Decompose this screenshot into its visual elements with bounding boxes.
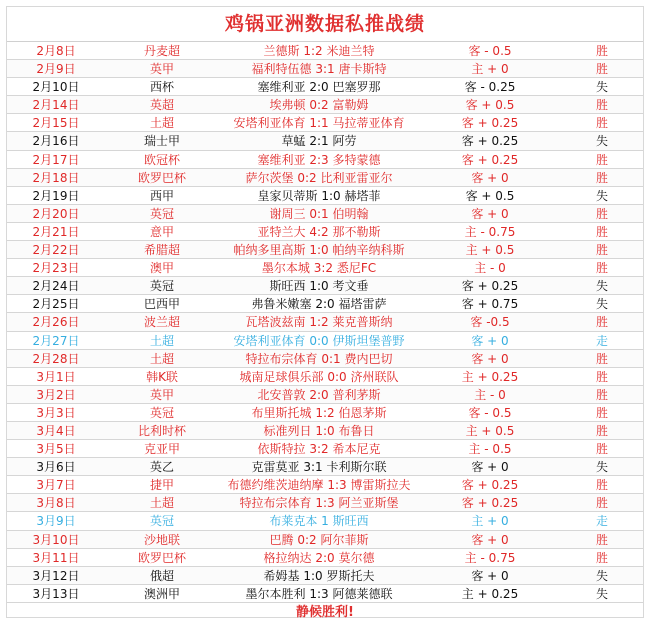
league-cell: 英乙 bbox=[149, 460, 174, 475]
table-row bbox=[7, 512, 643, 530]
handicap-cell: 主 + 0 bbox=[471, 62, 509, 77]
date-cell: 2月8日 bbox=[36, 44, 76, 58]
table-row bbox=[7, 350, 643, 368]
match-cell: 希姆基 1:0 罗斯托夫 bbox=[263, 568, 375, 583]
table-row bbox=[7, 187, 643, 205]
result-cell: 失 bbox=[595, 586, 608, 601]
date-cell: 3月6日 bbox=[36, 460, 76, 475]
table-row bbox=[7, 114, 643, 132]
match-cell: 兰德斯 1:2 米迪兰特 bbox=[263, 44, 375, 58]
handicap-cell: 主 + 0.25 bbox=[461, 369, 519, 384]
result-cell: 胜 bbox=[595, 387, 608, 402]
table-row bbox=[7, 422, 643, 440]
handicap-cell: 客 + 0 bbox=[471, 532, 509, 547]
result-cell: 失 bbox=[595, 80, 608, 95]
match-cell: 谢周三 0:1 伯明翰 bbox=[269, 206, 369, 221]
handicap-cell: 主 + 0.5 bbox=[465, 243, 515, 258]
result-cell: 胜 bbox=[595, 206, 608, 221]
table-row bbox=[7, 151, 643, 169]
league-cell: 西杯 bbox=[149, 80, 174, 95]
table-row bbox=[7, 96, 643, 114]
league-cell: 沙地联 bbox=[143, 532, 180, 547]
result-cell: 胜 bbox=[595, 98, 608, 113]
result-cell: 走 bbox=[595, 514, 608, 529]
table-row bbox=[7, 295, 643, 313]
date-cell: 3月8日 bbox=[36, 496, 76, 511]
match-cell: 依斯特拉 3:2 希本尼克 bbox=[257, 442, 381, 457]
record-sheet bbox=[6, 6, 644, 618]
match-cell: 瓦塔波兹南 1:2 莱克普斯纳 bbox=[245, 315, 393, 330]
league-cell: 希腊超 bbox=[143, 243, 180, 258]
table-row bbox=[7, 277, 643, 295]
league-cell: 土超 bbox=[149, 333, 174, 348]
result-cell: 胜 bbox=[595, 496, 608, 511]
table-row bbox=[7, 368, 643, 386]
result-cell: 失 bbox=[595, 134, 608, 149]
match-cell: 斯旺西 1:0 考文垂 bbox=[269, 279, 369, 294]
table-row bbox=[7, 205, 643, 223]
table-row bbox=[7, 440, 643, 458]
match-cell: 塞维利亚 2:3 多特蒙德 bbox=[257, 152, 381, 167]
date-cell: 2月27日 bbox=[32, 333, 80, 348]
table-row bbox=[7, 585, 643, 603]
table-row bbox=[7, 531, 643, 549]
match-cell: 巴腾 0:2 阿尔菲斯 bbox=[269, 532, 369, 547]
date-cell: 3月11日 bbox=[32, 550, 80, 565]
result-cell: 胜 bbox=[595, 532, 608, 547]
date-cell: 2月26日 bbox=[32, 315, 80, 330]
result-cell: 胜 bbox=[595, 224, 608, 239]
league-cell: 澳洲甲 bbox=[143, 586, 180, 601]
handicap-cell: 主 - 0 bbox=[474, 261, 506, 276]
date-cell: 3月1日 bbox=[36, 369, 76, 384]
handicap-cell: 客 + 0.25 bbox=[461, 134, 519, 149]
match-cell: 亚特兰大 4:2 那不勒斯 bbox=[257, 224, 381, 239]
match-cell: 城南足球俱乐部 0:0 济州联队 bbox=[239, 369, 399, 384]
date-cell: 2月16日 bbox=[32, 134, 80, 149]
date-cell: 2月19日 bbox=[32, 188, 80, 203]
handicap-cell: 客 - 0.25 bbox=[464, 80, 516, 95]
handicap-cell: 主 + 0.25 bbox=[461, 586, 519, 601]
table-row bbox=[7, 567, 643, 585]
handicap-cell: 客 + 0.25 bbox=[461, 279, 519, 294]
table-row bbox=[7, 60, 643, 78]
date-cell: 2月20日 bbox=[32, 206, 80, 221]
result-cell: 胜 bbox=[595, 351, 608, 366]
result-cell: 胜 bbox=[595, 550, 608, 565]
match-cell: 布莱克本 1 斯旺西 bbox=[269, 514, 369, 529]
table-row bbox=[7, 78, 643, 96]
handicap-cell: 客 - 0.5 bbox=[468, 405, 512, 420]
handicap-cell: 主 - 0 bbox=[474, 387, 506, 402]
match-cell: 塞维利亚 2:0 巴塞罗那 bbox=[257, 80, 381, 95]
match-cell: 萨尔茨堡 0:2 比利亚雷亚尔 bbox=[245, 170, 393, 185]
match-cell: 安塔利亚体育 0:0 伊斯坦堡普野 bbox=[233, 333, 405, 348]
table-row bbox=[7, 458, 643, 476]
league-cell: 俄超 bbox=[149, 568, 174, 583]
handicap-cell: 客 + 0.25 bbox=[461, 116, 519, 131]
result-cell: 失 bbox=[595, 188, 608, 203]
match-cell: 墨尔本城 3:2 悉尼FC bbox=[261, 261, 377, 276]
handicap-cell: 客 + 0.5 bbox=[465, 98, 515, 113]
result-cell: 胜 bbox=[595, 478, 608, 493]
table-row bbox=[7, 132, 643, 150]
date-cell: 3月2日 bbox=[36, 387, 76, 402]
date-cell: 3月13日 bbox=[32, 586, 80, 601]
sheet-title: 鸡锅亚洲数据私推战绩 bbox=[224, 13, 425, 35]
result-cell: 胜 bbox=[595, 261, 608, 276]
match-cell: 皇家贝蒂斯 1:0 赫塔菲 bbox=[257, 188, 381, 203]
league-cell: 土超 bbox=[149, 496, 174, 511]
league-cell: 英冠 bbox=[149, 514, 174, 529]
handicap-cell: 客 - 0.5 bbox=[468, 44, 512, 58]
handicap-cell: 客 + 0 bbox=[471, 460, 509, 475]
league-cell: 波兰超 bbox=[143, 315, 180, 330]
date-cell: 3月7日 bbox=[36, 478, 76, 493]
handicap-cell: 主 - 0.5 bbox=[468, 442, 512, 457]
date-cell: 3月3日 bbox=[36, 405, 76, 420]
result-cell: 胜 bbox=[595, 44, 608, 58]
league-cell: 澳甲 bbox=[149, 261, 174, 276]
result-cell: 胜 bbox=[595, 405, 608, 420]
table-row bbox=[7, 549, 643, 567]
league-cell: 英冠 bbox=[149, 279, 174, 294]
table-row bbox=[7, 223, 643, 241]
handicap-cell: 客 + 0.25 bbox=[461, 152, 519, 167]
league-cell: 西甲 bbox=[149, 188, 174, 203]
date-cell: 3月4日 bbox=[36, 423, 76, 438]
result-cell: 胜 bbox=[595, 170, 608, 185]
record-table bbox=[7, 41, 643, 603]
result-cell: 失 bbox=[595, 297, 608, 312]
handicap-cell: 客 + 0 bbox=[471, 333, 509, 348]
league-cell: 欧冠杯 bbox=[143, 152, 180, 167]
match-cell: 弗鲁米嫩塞 2:0 福塔雷萨 bbox=[251, 297, 387, 312]
league-cell: 英甲 bbox=[149, 62, 174, 77]
date-cell: 2月23日 bbox=[32, 261, 80, 276]
match-cell: 标准列日 1:0 布鲁日 bbox=[263, 423, 375, 438]
handicap-cell: 客 + 0.5 bbox=[465, 188, 515, 203]
result-cell: 失 bbox=[595, 568, 608, 583]
handicap-cell: 客 + 0 bbox=[471, 206, 509, 221]
league-cell: 土超 bbox=[149, 351, 174, 366]
date-cell: 3月5日 bbox=[36, 442, 76, 457]
table-row bbox=[7, 241, 643, 259]
match-cell: 北安普敦 2:0 普利茅斯 bbox=[257, 387, 381, 402]
result-cell: 胜 bbox=[595, 423, 608, 438]
result-cell: 走 bbox=[595, 333, 608, 348]
date-cell: 2月18日 bbox=[32, 170, 80, 185]
league-cell: 英冠 bbox=[149, 206, 174, 221]
league-cell: 欧罗巴杯 bbox=[137, 170, 186, 185]
handicap-cell: 主 - 0.75 bbox=[464, 550, 516, 565]
date-cell: 3月10日 bbox=[32, 532, 80, 547]
table-row bbox=[7, 476, 643, 494]
match-cell: 特拉布宗体育 0:1 费内巴切 bbox=[245, 351, 393, 366]
table-row bbox=[7, 404, 643, 422]
match-cell: 布里斯托城 1:2 伯恩茅斯 bbox=[251, 405, 387, 420]
league-cell: 土超 bbox=[149, 116, 174, 131]
league-cell: 英甲 bbox=[149, 387, 174, 402]
handicap-cell: 客 + 0.25 bbox=[461, 478, 519, 493]
handicap-cell: 客 + 0 bbox=[471, 568, 509, 583]
footer-slogan: 静候胜利! bbox=[296, 604, 354, 620]
match-cell: 布德约维茨迪纳摩 1:3 博雷斯拉夫 bbox=[227, 478, 411, 493]
date-cell: 2月21日 bbox=[32, 224, 80, 239]
date-cell: 2月22日 bbox=[32, 243, 80, 258]
handicap-cell: 主 + 0 bbox=[471, 514, 509, 529]
result-cell: 胜 bbox=[595, 152, 608, 167]
date-cell: 2月9日 bbox=[36, 62, 76, 77]
date-cell: 2月28日 bbox=[32, 351, 80, 366]
result-cell: 胜 bbox=[595, 116, 608, 131]
result-cell: 失 bbox=[595, 460, 608, 475]
match-cell: 安塔利亚体育 1:1 马拉蒂亚体育 bbox=[233, 116, 405, 131]
match-cell: 克雷莫亚 3:1 卡利斯尔联 bbox=[251, 460, 387, 475]
table-row bbox=[7, 332, 643, 350]
table-row bbox=[7, 313, 643, 331]
result-cell: 胜 bbox=[595, 369, 608, 384]
table-row bbox=[7, 42, 643, 60]
result-cell: 失 bbox=[595, 279, 608, 294]
table-row bbox=[7, 259, 643, 277]
date-cell: 2月17日 bbox=[32, 152, 80, 167]
date-cell: 2月14日 bbox=[32, 98, 80, 113]
match-cell: 福利特伍德 3:1 唐卡斯特 bbox=[251, 62, 387, 77]
league-cell: 丹麦超 bbox=[143, 44, 180, 58]
result-cell: 胜 bbox=[595, 315, 608, 330]
date-cell: 3月12日 bbox=[32, 568, 80, 583]
result-cell: 胜 bbox=[595, 243, 608, 258]
league-cell: 捷甲 bbox=[149, 478, 174, 493]
match-cell: 格拉纳达 2:0 莫尔德 bbox=[263, 550, 375, 565]
table-row bbox=[7, 494, 643, 512]
date-cell: 3月9日 bbox=[36, 514, 76, 529]
league-cell: 比利时杯 bbox=[137, 423, 186, 438]
match-cell: 草蜢 2:1 阿劳 bbox=[281, 134, 357, 149]
match-cell: 埃弗顿 0:2 富勒姆 bbox=[269, 98, 369, 113]
date-cell: 2月25日 bbox=[32, 297, 80, 312]
league-cell: 韩K联 bbox=[146, 369, 178, 384]
league-cell: 意甲 bbox=[149, 224, 174, 239]
handicap-cell: 客 + 0 bbox=[471, 351, 509, 366]
handicap-cell: 客 + 0.75 bbox=[461, 297, 519, 312]
match-cell: 帕纳多里高斯 1:0 帕纳辛纳科斯 bbox=[233, 243, 405, 258]
result-cell: 胜 bbox=[595, 442, 608, 457]
league-cell: 瑞士甲 bbox=[143, 134, 180, 149]
handicap-cell: 客 + 0 bbox=[471, 170, 509, 185]
match-cell: 墨尔本胜利 1:3 阿德莱德联 bbox=[245, 586, 393, 601]
table-row bbox=[7, 386, 643, 404]
handicap-cell: 客 + 0.25 bbox=[461, 496, 519, 511]
date-cell: 2月15日 bbox=[32, 116, 80, 131]
league-cell: 英冠 bbox=[149, 405, 174, 420]
result-cell: 胜 bbox=[595, 62, 608, 77]
handicap-cell: 客 -0.5 bbox=[470, 315, 510, 330]
date-cell: 2月24日 bbox=[32, 279, 80, 294]
league-cell: 巴西甲 bbox=[143, 297, 180, 312]
handicap-cell: 主 - 0.75 bbox=[464, 224, 516, 239]
date-cell: 2月10日 bbox=[32, 80, 80, 95]
league-cell: 克亚甲 bbox=[143, 442, 180, 457]
league-cell: 英超 bbox=[149, 98, 174, 113]
league-cell: 欧罗巴杯 bbox=[137, 550, 186, 565]
table-row bbox=[7, 169, 643, 187]
match-cell: 特拉布宗体育 1:3 阿兰亚斯堡 bbox=[239, 496, 399, 511]
handicap-cell: 主 + 0.5 bbox=[465, 423, 515, 438]
